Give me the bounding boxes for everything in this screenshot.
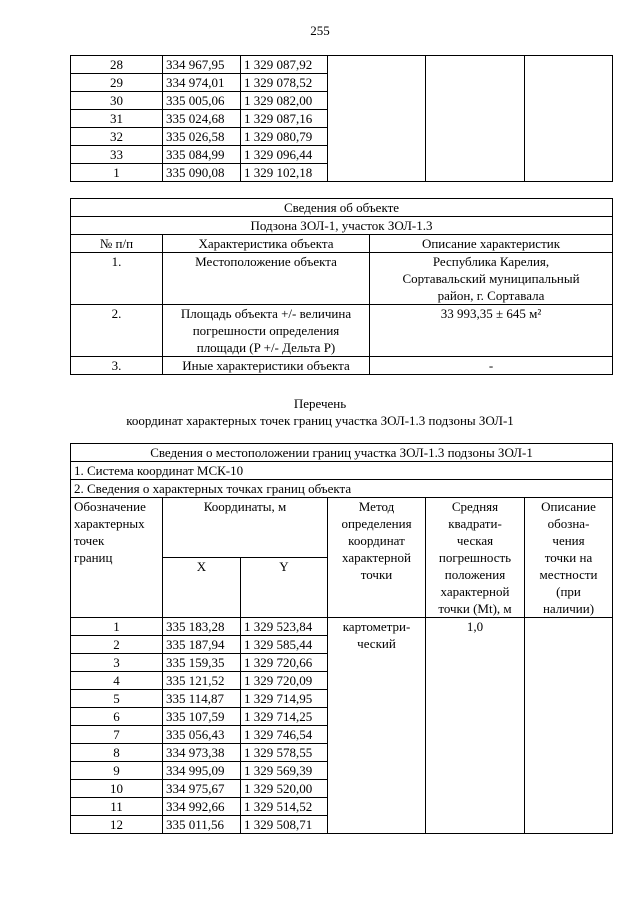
point-number: 7 — [71, 726, 163, 744]
empty-cell — [328, 74, 426, 92]
coord-x: 335 090,08 — [163, 164, 241, 182]
header-desc: Описание обозна- чения точки на местности (при наличии) — [525, 498, 613, 618]
coord-y: 1 329 080,79 — [241, 128, 328, 146]
location-title: Сведения о местоположении границ участка ЗОЛ-1.3 подзоны ЗОЛ-1 — [71, 444, 613, 462]
point-number: 31 — [71, 110, 163, 128]
point-number: 33 — [71, 146, 163, 164]
coord-y: 1 329 714,25 — [241, 708, 328, 726]
object-info-subtitle: Подзона ЗОЛ-1, участок ЗОЛ-1.3 — [71, 217, 613, 235]
coord-y: 1 329 746,54 — [241, 726, 328, 744]
item-description: - — [370, 357, 613, 375]
empty-cell — [426, 74, 525, 92]
empty-cell — [426, 110, 525, 128]
header-error — [426, 498, 525, 618]
coord-y: 1 329 082,00 — [241, 92, 328, 110]
coord-x: 335 084,99 — [163, 146, 241, 164]
empty-cell — [525, 92, 613, 110]
item-characteristic: Местоположение объекта — [163, 253, 370, 305]
coord-y: 1 329 569,39 — [241, 762, 328, 780]
header-characteristic: Характеристика объекта — [163, 235, 370, 253]
coord-x: 335 107,59 — [163, 708, 241, 726]
table-row — [71, 92, 613, 110]
coord-x: 334 973,38 — [163, 744, 241, 762]
coord-y: 1 329 087,16 — [241, 110, 328, 128]
item-number: 1. — [71, 253, 163, 305]
point-number: 2 — [71, 636, 163, 654]
coord-x: 334 995,09 — [163, 762, 241, 780]
empty-cell — [328, 146, 426, 164]
header-x: X — [163, 558, 241, 618]
page-number: 255 — [310, 23, 330, 38]
header-method: Метод определения координат характерной точки — [328, 498, 426, 618]
empty-cell — [426, 164, 525, 182]
coord-y: 1 329 585,44 — [241, 636, 328, 654]
table-row — [71, 253, 613, 305]
coord-y: 1 329 520,00 — [241, 780, 328, 798]
coord-y: 1 329 508,71 — [241, 816, 328, 834]
empty-cell — [328, 128, 426, 146]
list-heading-subtitle: координат характерных точек границ участка ЗОЛ-1.3 подзоны ЗОЛ-1 — [126, 413, 514, 428]
empty-cell — [426, 92, 525, 110]
coord-y: 1 329 514,52 — [241, 798, 328, 816]
point-number: 6 — [71, 708, 163, 726]
object-info-title: Сведения об объекте — [71, 199, 613, 217]
table-row — [71, 56, 613, 74]
coordinate-system: 1. Система координат МСК-10 — [71, 462, 613, 480]
point-number: 5 — [71, 690, 163, 708]
item-description: 33 993,35 ± 645 м² — [370, 305, 613, 357]
empty-cell — [525, 164, 613, 182]
coord-y: 1 329 720,09 — [241, 672, 328, 690]
empty-cell — [328, 56, 426, 74]
coord-x: 335 056,43 — [163, 726, 241, 744]
point-number: 29 — [71, 74, 163, 92]
table-row — [71, 74, 613, 92]
coord-x: 334 967,95 — [163, 56, 241, 74]
header-error-text: Средняя квадрати- ческая погрешность положения характерной точки (Mt), м — [438, 499, 512, 616]
header-y: Y — [241, 558, 328, 618]
coord-y: 1 329 578,55 — [241, 744, 328, 762]
boundary-points-table — [70, 443, 613, 834]
table-row — [71, 146, 613, 164]
header-description: Описание характеристик — [370, 235, 613, 253]
item-characteristic: Площадь объекта +/- величина погрешности определения площади (P +/- Дельта P) — [163, 305, 370, 357]
item-number: 3. — [71, 357, 163, 375]
item-number: 2. — [71, 305, 163, 357]
point-number: 10 — [71, 780, 163, 798]
table-row — [71, 110, 613, 128]
table-row — [71, 128, 613, 146]
coord-x: 335 114,87 — [163, 690, 241, 708]
empty-cell — [426, 146, 525, 164]
coord-x: 334 992,66 — [163, 798, 241, 816]
point-number: 32 — [71, 128, 163, 146]
point-number: 3 — [71, 654, 163, 672]
coord-x: 334 975,67 — [163, 780, 241, 798]
coord-y: 1 329 096,44 — [241, 146, 328, 164]
point-number: 12 — [71, 816, 163, 834]
coord-x: 335 187,94 — [163, 636, 241, 654]
header-coordinates: Координаты, м — [163, 498, 328, 558]
coord-y: 1 329 720,66 — [241, 654, 328, 672]
coord-y: 1 329 102,18 — [241, 164, 328, 182]
item-characteristic: Иные характеристики объекта — [163, 357, 370, 375]
error-value: 1,0 — [426, 618, 525, 834]
point-number: 11 — [71, 798, 163, 816]
header-point: Обозначение характерных точек границ — [71, 498, 163, 618]
empty-cell — [328, 110, 426, 128]
description-value — [525, 618, 613, 834]
empty-cell — [525, 128, 613, 146]
coord-x: 335 026,58 — [163, 128, 241, 146]
coord-y: 1 329 523,84 — [241, 618, 328, 636]
table-row — [71, 357, 613, 375]
table-row — [71, 164, 613, 182]
table-row — [71, 618, 613, 636]
empty-cell — [525, 146, 613, 164]
coord-x: 335 024,68 — [163, 110, 241, 128]
point-number: 1 — [71, 618, 163, 636]
empty-cell — [525, 74, 613, 92]
coord-x: 335 121,52 — [163, 672, 241, 690]
empty-cell — [525, 110, 613, 128]
point-number: 8 — [71, 744, 163, 762]
coordinates-table-continued — [70, 55, 613, 182]
coord-x: 335 183,28 — [163, 618, 241, 636]
coord-y: 1 329 078,52 — [241, 74, 328, 92]
coord-x: 335 011,56 — [163, 816, 241, 834]
point-number: 30 — [71, 92, 163, 110]
header-number: № п/п — [71, 235, 163, 253]
coord-y: 1 329 087,92 — [241, 56, 328, 74]
empty-cell — [525, 56, 613, 74]
coord-y: 1 329 714,95 — [241, 690, 328, 708]
table-row — [71, 305, 613, 357]
points-section: 2. Сведения о характерных точках границ объекта — [71, 480, 613, 498]
point-number: 4 — [71, 672, 163, 690]
item-description: Республика Карелия, Сортавальский муниципальный район, г. Сортавала — [370, 253, 613, 305]
empty-cell — [328, 164, 426, 182]
coord-x: 335 159,35 — [163, 654, 241, 672]
empty-cell — [328, 92, 426, 110]
coord-x: 335 005,06 — [163, 92, 241, 110]
empty-cell — [426, 56, 525, 74]
coord-x: 334 974,01 — [163, 74, 241, 92]
object-info-table — [70, 198, 613, 375]
list-heading-title: Перечень — [293, 396, 347, 411]
point-number: 1 — [71, 164, 163, 182]
method-value: картометри- ческий — [328, 618, 426, 834]
point-number: 9 — [71, 762, 163, 780]
empty-cell — [426, 128, 525, 146]
point-number: 28 — [71, 56, 163, 74]
